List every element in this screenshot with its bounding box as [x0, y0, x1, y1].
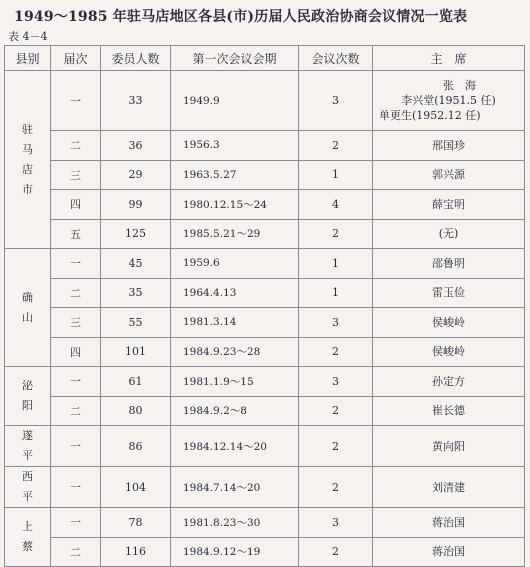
county-char: 上: [22, 520, 33, 533]
county-char: 平: [22, 490, 33, 503]
chair-name: 崔长德: [432, 404, 465, 418]
members-cell: 55: [101, 308, 171, 338]
first-meeting-cell: 1984.12.14～20: [171, 426, 299, 467]
county-cell: [5, 71, 51, 249]
first-meeting-cell: 1963.5.27: [171, 160, 299, 190]
session-cell: 一: [51, 367, 101, 397]
chair-cell: [373, 190, 525, 220]
meetings-cell: 2: [299, 219, 373, 249]
chair-cell: [373, 396, 525, 426]
meetings-cell: 2: [299, 131, 373, 161]
session-cell: 三: [51, 308, 101, 338]
table-body: [5, 71, 525, 567]
first-meeting-cell: 1984.9.23～28: [171, 337, 299, 367]
first-meeting-cell: 1981.1.9～15: [171, 367, 299, 397]
meetings-cell: 3: [299, 308, 373, 338]
chair-name: 邢国珍: [432, 138, 465, 152]
first-meeting-cell: 1949.9: [171, 71, 299, 131]
chair-cell: [373, 160, 525, 190]
chair-cell: [373, 249, 525, 279]
header-members: 委员人数: [101, 46, 171, 71]
session-cell: 二: [51, 131, 101, 161]
chair-name: 雷玉俭: [432, 286, 465, 300]
county-char: 蔡: [22, 540, 33, 553]
table-row: [5, 308, 525, 338]
chair-cell: [373, 308, 525, 338]
first-meeting-cell: 1956.3: [171, 131, 299, 161]
session-cell: 一: [51, 508, 101, 538]
chair-name: 邵鲁明: [432, 256, 465, 270]
table-row: [5, 467, 525, 508]
table-row: [5, 508, 525, 538]
chair-cell: [373, 131, 525, 161]
chair-name: 郭兴源: [432, 168, 465, 182]
meetings-cell: 3: [299, 71, 373, 131]
members-cell: 78: [101, 508, 171, 538]
chair-name: 薛宝明: [432, 197, 465, 211]
chair-name: 刘清建: [432, 480, 465, 494]
chair-cell: [373, 508, 525, 538]
meetings-cell: 2: [299, 426, 373, 467]
county-cell: [5, 367, 51, 426]
first-meeting-cell: 1984.9.2～8: [171, 396, 299, 426]
first-meeting-cell: 1981.3.14: [171, 308, 299, 338]
members-cell: 104: [101, 467, 171, 508]
session-cell: 四: [51, 337, 101, 367]
chair-name: 李兴堂(1951.5 任): [401, 94, 496, 107]
county-char: 山: [22, 310, 33, 324]
first-meeting-cell: 1981.8.23～30: [171, 508, 299, 538]
chair-name: 侯峻岭: [432, 345, 465, 359]
header-first-meeting: 第一次会议会期: [171, 46, 299, 71]
county-cell: [5, 508, 51, 567]
session-cell: 四: [51, 190, 101, 220]
county-char: 西: [22, 470, 33, 483]
chair-cell: [373, 367, 525, 397]
session-cell: 一: [51, 249, 101, 279]
members-cell: 35: [101, 278, 171, 308]
session-cell: 五: [51, 219, 101, 249]
session-cell: 二: [51, 278, 101, 308]
first-meeting-cell: 1959.6: [171, 249, 299, 279]
first-meeting-cell: 1985.5.21～29: [171, 219, 299, 249]
chair-name: 单更生(1952.12 任): [379, 109, 481, 122]
table-number: 表 4－4: [8, 30, 48, 43]
county-char: 平: [22, 449, 33, 462]
chair-name: 侯峻岭: [432, 315, 465, 329]
session-cell: 一: [51, 467, 101, 508]
first-meeting-cell: 1984.7.14～20: [171, 467, 299, 508]
members-cell: 116: [101, 537, 171, 567]
county-cell: [5, 467, 51, 508]
county-char: 马: [22, 142, 33, 156]
members-cell: 86: [101, 426, 171, 467]
table-row: [5, 396, 525, 426]
table-row: [5, 337, 525, 367]
members-cell: 45: [101, 249, 171, 279]
meetings-cell: 2: [299, 537, 373, 567]
chair-name: 孙定方: [432, 374, 465, 388]
chair-cell: [373, 426, 525, 467]
chair-name: (无): [438, 227, 459, 241]
members-cell: 101: [101, 337, 171, 367]
chair-name: 蒋治国: [432, 545, 465, 559]
county-cell: [5, 426, 51, 467]
table-row: [5, 190, 525, 220]
meetings-cell: 2: [299, 467, 373, 508]
meetings-cell: 1: [299, 278, 373, 308]
table-header-row: [5, 46, 525, 71]
header-session: 届次: [51, 46, 101, 71]
chair-cell: [373, 71, 525, 131]
chair-cell: [373, 337, 525, 367]
page-title: 1949～1985 年驻马店地区各县(市)历届人民政治协商会议情况一览表: [14, 9, 468, 25]
county-char: 确: [22, 290, 33, 304]
meetings-cell: 1: [299, 249, 373, 279]
table-row: [5, 426, 525, 467]
first-meeting-cell: 1964.4.13: [171, 278, 299, 308]
county-char: 阳: [22, 399, 33, 412]
session-cell: 二: [51, 537, 101, 567]
chair-name: 黄向阳: [432, 439, 465, 453]
first-meeting-cell: 1980.12.15～24: [171, 190, 299, 220]
chair-cell: [373, 537, 525, 567]
table-row: [5, 131, 525, 161]
members-cell: 36: [101, 131, 171, 161]
meetings-cell: 2: [299, 396, 373, 426]
county-char: 遂: [22, 429, 33, 442]
county-char: 店: [22, 162, 33, 176]
chair-cell: [373, 467, 525, 508]
cppcc-table: [4, 45, 525, 567]
table-row: [5, 278, 525, 308]
session-cell: 一: [51, 426, 101, 467]
members-cell: 33: [101, 71, 171, 131]
county-char: 泌: [22, 379, 33, 392]
meetings-cell: 2: [299, 337, 373, 367]
table-row: [5, 249, 525, 279]
header-meetings: 会议次数: [299, 46, 373, 71]
county-cell: [5, 249, 51, 367]
county-char: 驻: [22, 122, 33, 136]
table-row: [5, 71, 525, 131]
table-row: [5, 367, 525, 397]
chair-name: 张 海: [443, 79, 476, 92]
chair-name: 蒋治国: [432, 515, 465, 529]
county-char: 市: [22, 182, 33, 196]
session-cell: 一: [51, 71, 101, 131]
members-cell: 80: [101, 396, 171, 426]
members-cell: 125: [101, 219, 171, 249]
session-cell: 三: [51, 160, 101, 190]
table-row: [5, 219, 525, 249]
table-row: [5, 537, 525, 567]
chair-cell: [373, 219, 525, 249]
meetings-cell: 4: [299, 190, 373, 220]
members-cell: 61: [101, 367, 171, 397]
meetings-cell: 1: [299, 160, 373, 190]
header-chair: 主 席: [373, 46, 525, 71]
members-cell: 99: [101, 190, 171, 220]
meetings-cell: 3: [299, 367, 373, 397]
chair-cell: [373, 278, 525, 308]
session-cell: 二: [51, 396, 101, 426]
members-cell: 29: [101, 160, 171, 190]
meetings-cell: 3: [299, 508, 373, 538]
table-row: [5, 160, 525, 190]
first-meeting-cell: 1984.9.12～19: [171, 537, 299, 567]
header-county: 县别: [5, 46, 51, 71]
